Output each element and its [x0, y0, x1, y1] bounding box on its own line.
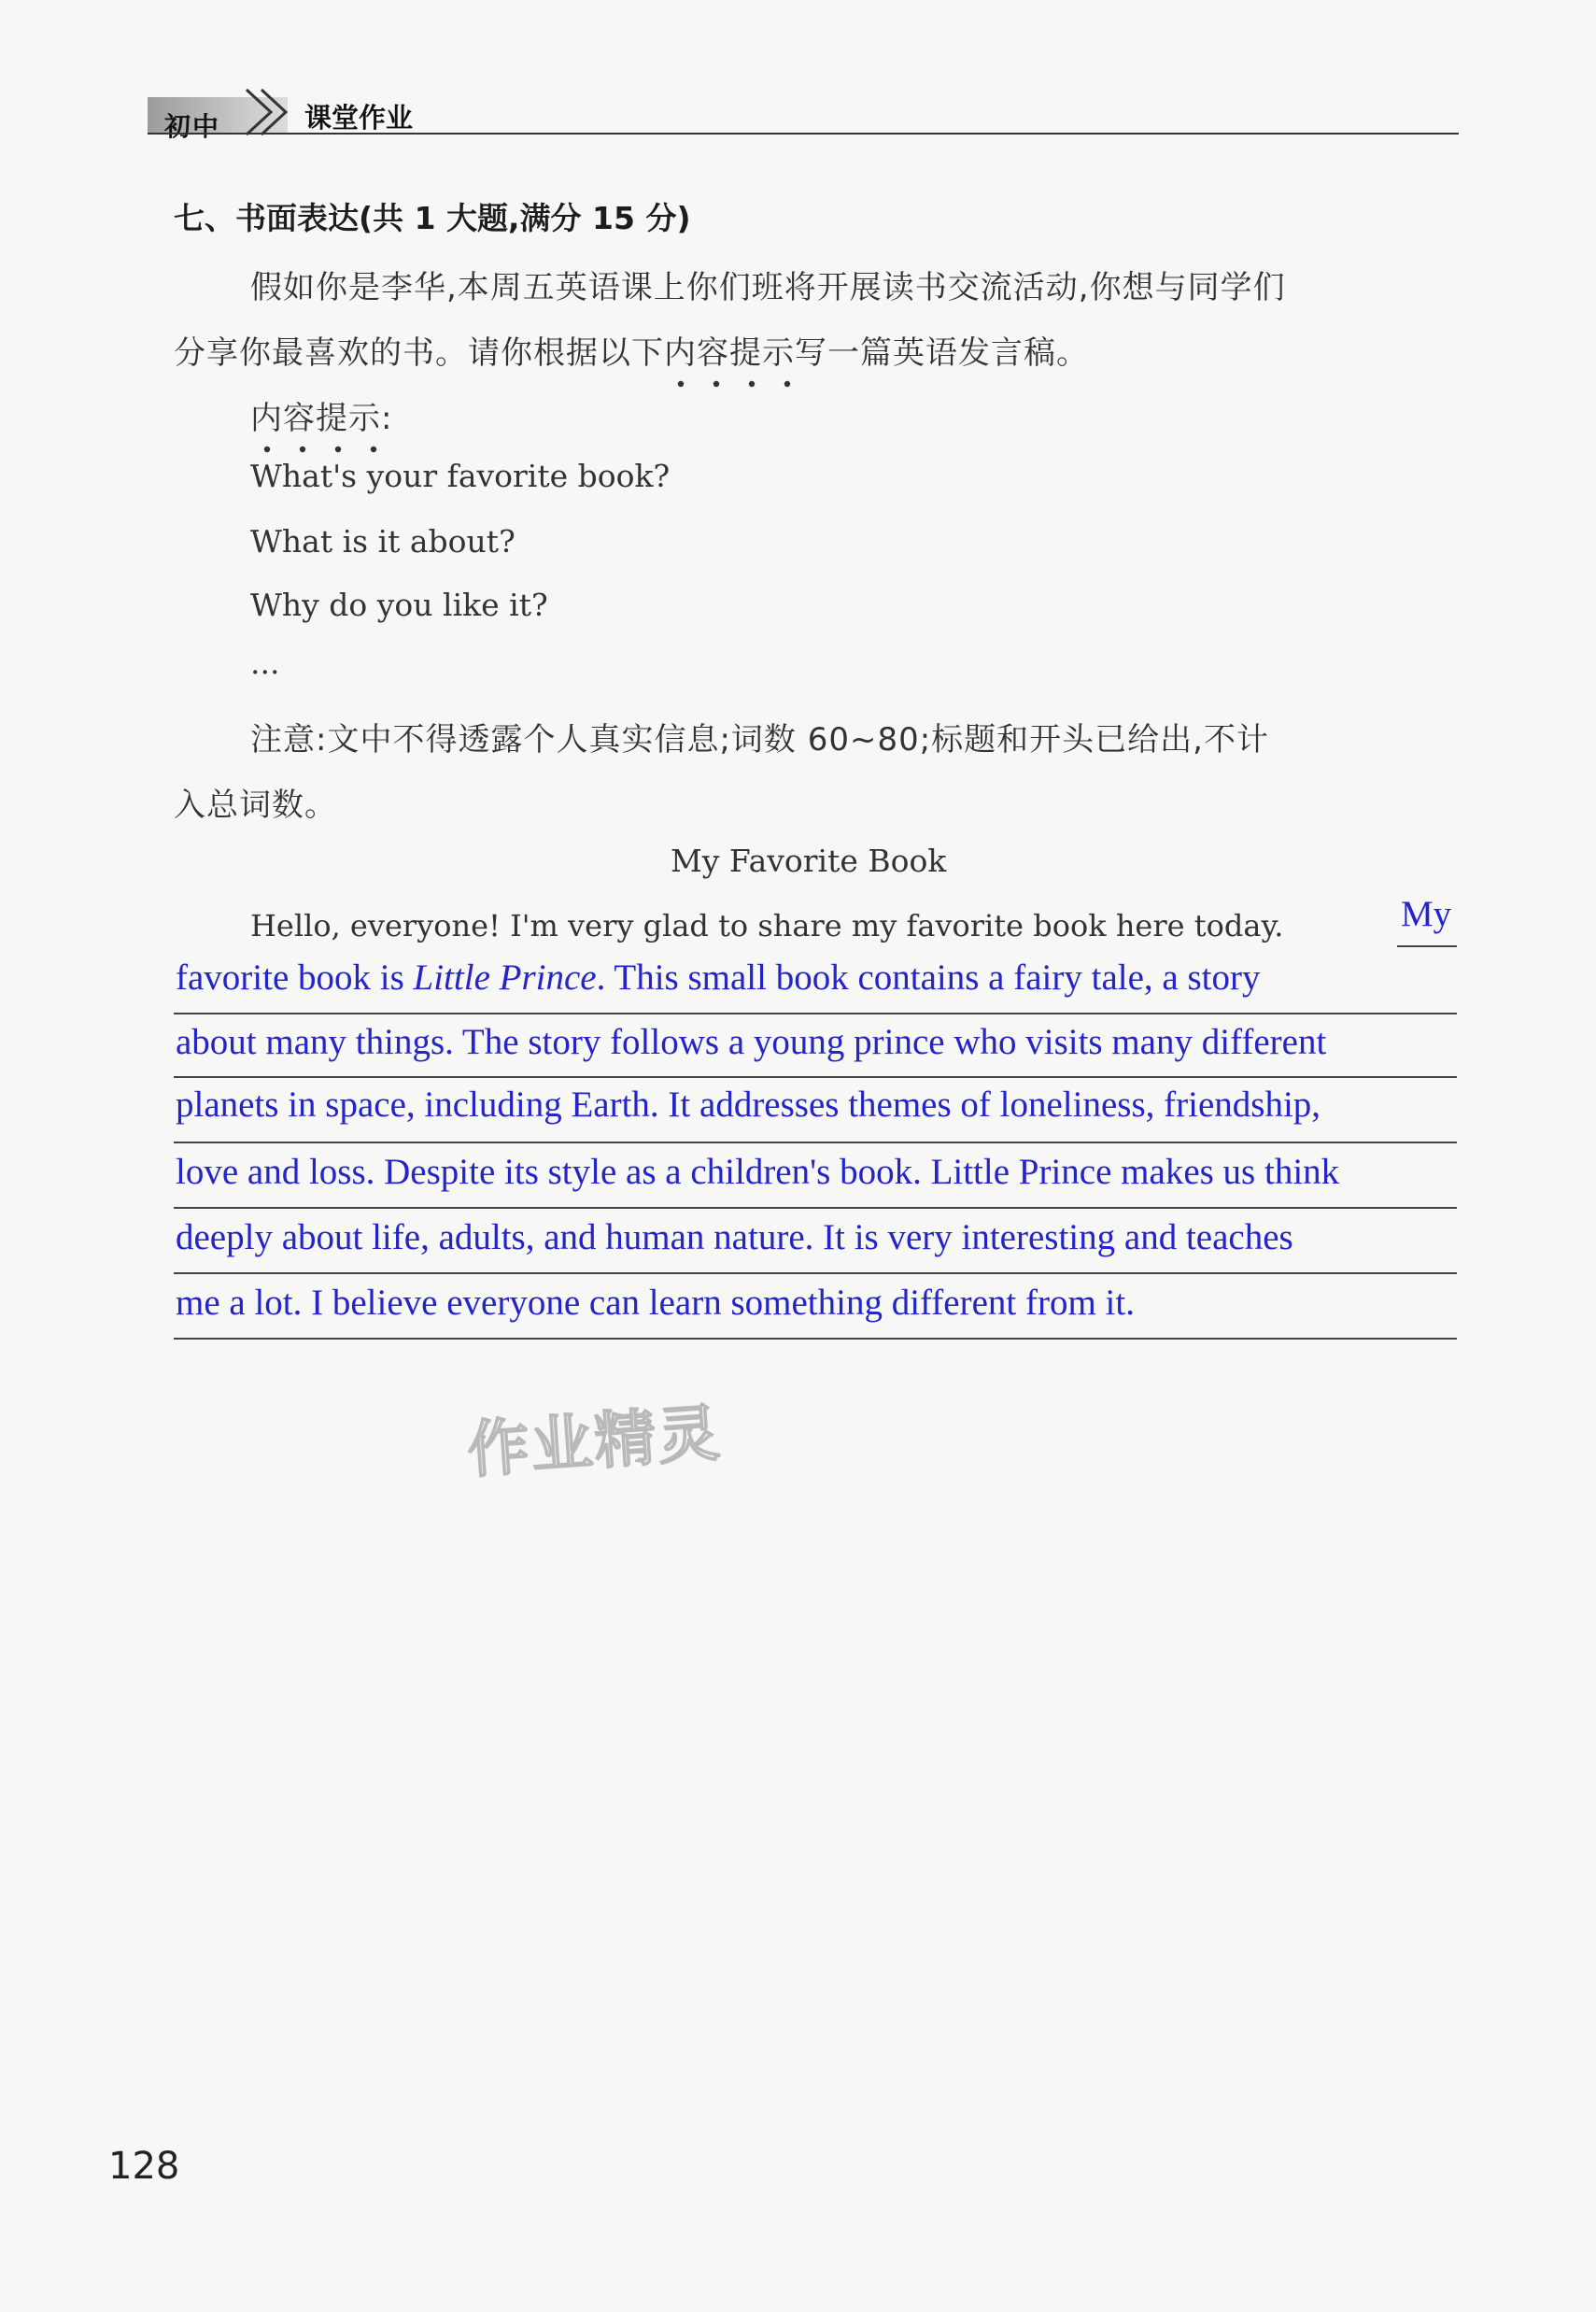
answer-rule: [174, 1142, 1457, 1143]
page-number: 128: [108, 2145, 180, 2188]
answer-rule: [174, 1338, 1457, 1340]
emphasis-dots: [664, 379, 804, 389]
hint-heading: 内容提示 :: [250, 392, 392, 438]
hint-label: 内容提示: [250, 400, 381, 437]
hint-question-2: What is it about?: [250, 523, 516, 560]
answer-line-6: deeply about life, adults, and human nature. It is very interesting and teaches: [176, 1217, 1293, 1257]
note-line-1: 注意:文中不得透露个人真实信息;词数 60~80;标题和开头已给出,不计: [250, 721, 1269, 759]
answer-rule: [1397, 945, 1457, 947]
hint-ellipsis: ...: [250, 645, 280, 681]
answer-line-5: love and loss. Despite its style as a children's book. Little Prince makes us think: [176, 1152, 1340, 1192]
book-name: Little Prince: [413, 957, 597, 998]
emphasis-content-hint: 内容提示: [664, 334, 795, 372]
essay-opening: Hello, everyone! I'm very glad to share my favorite book here today.: [250, 908, 1284, 943]
section-title: 七、书面表达(共 1 大题,满分 15 分): [174, 200, 691, 236]
answer-line-2: favorite book is Little Prince. This small book contains a fairy tale, a story: [176, 957, 1261, 998]
answer-line-1: My: [1401, 894, 1452, 934]
prompt-line-1: 假如你是李华,本周五英语课上你们班将开展读书交流活动,你想与同学们: [250, 269, 1286, 306]
hint-question-3: Why do you like it?: [250, 587, 548, 623]
chevron-right-icon: [239, 84, 304, 140]
essay-title: My Favorite Book: [671, 843, 947, 879]
prompt-line-2: [174, 327, 1089, 373]
prompt-line-2-before: 分享你最喜欢的书。请你根据以下: [174, 334, 664, 372]
answer-rule: [174, 1272, 1457, 1274]
answer-line-7: me a lot. I believe everyone can learn something different from it.: [176, 1283, 1135, 1323]
level-label: 初中: [164, 111, 221, 142]
prompt-line-2-after: 写一篇英语发言稿。: [795, 334, 1089, 372]
answer-line-3: about many things. The story follows a young prince who visits many different: [176, 1022, 1327, 1062]
page-header: [148, 90, 1459, 142]
hint-question-1: What's your favorite book?: [250, 458, 671, 494]
answer-rule: [174, 1207, 1457, 1209]
book-title: 课堂作业: [304, 102, 414, 134]
note-line-2: 入总词数。: [174, 787, 337, 824]
answer-rule: [174, 1076, 1457, 1078]
answer-rule: [174, 1013, 1457, 1014]
answer-line-4: planets in space, including Earth. It addresses themes of loneliness, friendship,: [176, 1085, 1321, 1125]
watermark: 作业精灵: [465, 1397, 724, 1487]
emphasis-dots: [250, 445, 390, 454]
header-rule: [148, 133, 1459, 135]
